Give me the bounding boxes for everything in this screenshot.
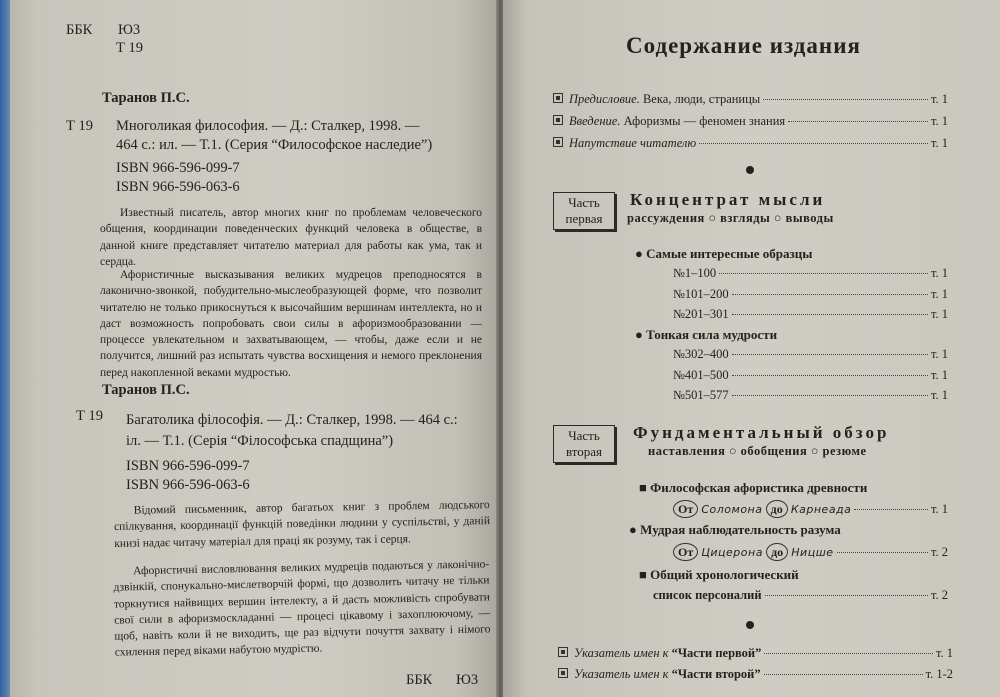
isbn1-ua: ISBN 966-596-099-7 <box>126 458 250 474</box>
t-code: Т 19 <box>116 40 143 56</box>
author-ua: Таранов П.С. <box>102 382 190 398</box>
bottom-bbk-label: ББК <box>406 672 433 688</box>
bib-line2-ru: 464 с.: ил. — Т.1. (Серия “Философское наследие”) <box>116 137 433 153</box>
isbn1-ru: ISBN 966-596-099-7 <box>116 160 240 176</box>
bib-line2-ua: іл. — Т.1. (Серія “Філософська спадщина”) <box>126 433 394 449</box>
separator-dot-icon <box>746 621 754 629</box>
part1-section1-heading[interactable]: ● Самые интересные образцы <box>635 246 813 261</box>
part1-subtitle: рассуждения ○ взгляды ○ выводы <box>627 211 834 225</box>
right-page <box>503 0 1000 697</box>
bib-line1-ua: Багатолика філософія. — Д.: Сталкер, 1998. — 464 с.: <box>126 412 458 428</box>
annotation-para1-ua: Відомий письменник, автор багатьох книг з проблем людського спілкування, координації функцій поведінки людини у суспільстві, у даній книзі надає читачу матеріал для праці як розуму, так і серця. <box>113 499 491 550</box>
part2-title: Фундаментальный обзор <box>633 423 890 442</box>
toc-item-index-part1[interactable]: Указатель имен к “Части первой” т. 1 <box>558 646 953 661</box>
bbk-code: Ю3 <box>118 22 141 38</box>
part2-section1-heading[interactable]: ■ Философская афористика древности <box>639 480 868 495</box>
bbk-label: ББК <box>66 22 93 38</box>
author-ru: Таранов П.С. <box>102 90 190 106</box>
part2-section3-heading[interactable]: ■ Общий хронологический <box>639 567 799 582</box>
bib-line1-ru: Многоликая философия. — Д.: Сталкер, 1998. — <box>116 118 420 134</box>
annotation-para2-ru: Афористичные высказывания великих мудрецов преподносятся в лаконично-звонкой, побудительно-мыслеобразующей форме, что позволит читателю не только прикоснуться к высочайшим вершинам интеллекта, но и даст возможность попробовать свои силы в афоризмообразовании — процессе увлекательном и захватывающем, — чтобы, даже если и не получится, лишний раз испытать чувства восхищения и немого преклонения перед накопленной веками мудростью. <box>100 269 482 379</box>
square-bullet-icon <box>553 115 563 125</box>
toc-item-from-to[interactable]: От Цицерона до Ницше т. 2 <box>673 543 948 561</box>
part1-section2-heading[interactable]: ● Тонкая сила мудрости <box>635 327 778 342</box>
part1-title: Концентрат мысли <box>630 190 826 209</box>
toc-item-range[interactable]: №302–400 т. 1 <box>673 347 948 361</box>
annotation-para2-ua: Афористичні висловлювання великих мудреців подаються у лаконічно-дзвінкій, спонукально-мислетворчій формі, що дозволить читачу не тільки торкнутися найвищих вершин інтелекту, а й дасть можливість спробувати свої сили в афоризмоскладанні — процесі цікавому і захоплюючому, — щоб, навіть коли й не виходить, ще раз відчути почуття захвату і німого схилення перед віками набутою мудрістю. <box>113 558 491 660</box>
toc-item-from-to[interactable]: От Соломона до Карнеада т. 1 <box>673 500 948 518</box>
toc-item-range[interactable]: №1–100 т. 1 <box>673 266 948 280</box>
contents-title: Содержание издания <box>626 33 861 58</box>
part1-label-box: Часть первая <box>553 192 615 230</box>
toc-item-chronology[interactable]: список персоналий т. 2 <box>653 588 948 602</box>
part2-label-box: Часть вторая <box>553 425 615 463</box>
toc-item-preface[interactable]: Предисловие. Века, люди, страницы т. 1 <box>553 92 948 107</box>
square-bullet-icon <box>553 137 563 147</box>
toc-item-range[interactable]: №401–500 т. 1 <box>673 368 948 382</box>
toc-item-range[interactable]: №501–577 т. 1 <box>673 388 948 402</box>
left-page <box>10 0 498 697</box>
square-bullet-icon <box>558 647 568 657</box>
part2-section2-heading[interactable]: ● Мудрая наблюдательность разума <box>629 522 841 537</box>
separator-dot-icon <box>746 166 754 174</box>
square-bullet-icon <box>553 93 563 103</box>
isbn2-ua: ISBN 966-596-063-6 <box>126 477 250 493</box>
toc-item-introduction[interactable]: Введение. Афоризмы — феномен знания т. 1 <box>553 114 948 129</box>
toc-item-reader-note[interactable]: Напутствие читателю т. 1 <box>553 136 948 151</box>
toc-item-index-part2[interactable]: Указатель имен к “Части второй” т. 1-2 <box>558 667 953 682</box>
annotation-para1-ru: Известный писатель, автор многих книг по проблемам человеческого общения, координации поведенческих функций человека в обществе, в данной книге представляет читателю материал для работы как ума, так и сердца. <box>100 207 482 268</box>
bottom-bbk-code: Ю3 <box>456 672 479 688</box>
square-bullet-icon <box>558 668 568 678</box>
part2-subtitle: наставления ○ обобщения ○ резюме <box>648 444 867 458</box>
toc-item-range[interactable]: №201–301 т. 1 <box>673 307 948 321</box>
isbn2-ru: ISBN 966-596-063-6 <box>116 179 240 195</box>
toc-item-range[interactable]: №101–200 т. 1 <box>673 287 948 301</box>
t-code-ru: Т 19 <box>66 118 93 134</box>
t-code-ua: Т 19 <box>76 408 103 424</box>
